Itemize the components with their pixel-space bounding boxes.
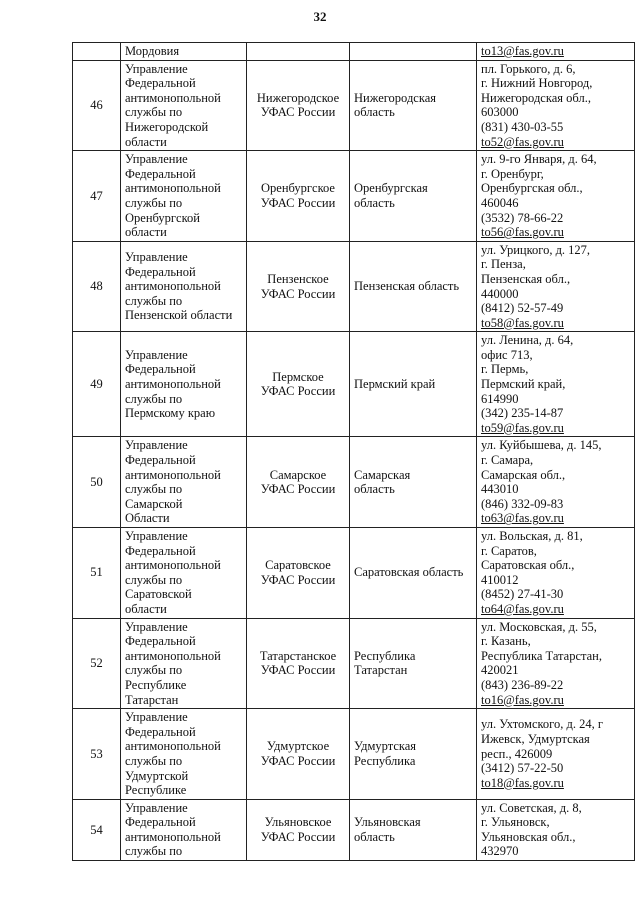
- agency-name-line: Федеральной: [125, 76, 196, 91]
- short-name-line: Оренбургское: [261, 181, 335, 196]
- agency-name-line: антимонопольной: [125, 739, 221, 754]
- region-line: Саратовская область: [354, 565, 464, 580]
- contact-line: ул. Куйбышева, д. 145,: [481, 438, 602, 453]
- table-row: [73, 618, 635, 709]
- region-cell: [350, 60, 477, 151]
- contact-line: Ульяновская обл.,: [481, 829, 576, 844]
- short-name-cell: [247, 151, 350, 242]
- region-cell: [350, 151, 477, 242]
- region-line: Самарская: [354, 467, 411, 482]
- email-link[interactable]: to59@fas.gov.ru: [481, 420, 564, 435]
- agency-name-cell: Мордовия: [121, 43, 247, 61]
- contact-line: г. Пермь,: [481, 362, 529, 377]
- agency-name-line: антимонопольной: [125, 467, 221, 482]
- short-name-cell: [247, 43, 350, 61]
- region-cell: [350, 332, 477, 437]
- email-link[interactable]: to13@fas.gov.ru: [481, 44, 564, 58]
- agency-name-cell: [121, 332, 247, 437]
- agency-name-cell: [121, 618, 247, 709]
- agency-name-line: Федеральной: [125, 634, 196, 649]
- agency-name-line: Федеральной: [125, 264, 196, 279]
- contact-line: г. Саратов,: [481, 543, 537, 558]
- region-cell: [350, 241, 477, 332]
- short-name-cell: [247, 332, 350, 437]
- email-link[interactable]: to52@fas.gov.ru: [481, 134, 564, 149]
- agency-name-line: Саратовской: [125, 587, 192, 602]
- agency-name-line: антимонопольной: [125, 181, 221, 196]
- agency-name-cell: [121, 799, 247, 860]
- region-line: Нижегородская: [354, 90, 437, 105]
- region-cell: [350, 799, 477, 860]
- agency-name-line: Управление: [125, 710, 188, 725]
- short-name-cell: [247, 709, 350, 800]
- contact-line: ул. Московская, д. 55,: [481, 619, 597, 634]
- agency-name-line: службы по: [125, 482, 183, 497]
- agency-name-line: Управление: [125, 438, 188, 453]
- agency-name-line: Республике: [125, 783, 187, 798]
- short-name-cell: [247, 528, 350, 619]
- agency-name-line: Нижегородской: [125, 119, 209, 134]
- region-cell: [350, 43, 477, 61]
- agency-name-line: Федеральной: [125, 543, 196, 558]
- agency-name-line: антимонопольной: [125, 377, 221, 392]
- email-link[interactable]: to56@fas.gov.ru: [481, 225, 564, 240]
- short-name-line: Пензенское: [267, 271, 329, 286]
- row-number-cell: [73, 43, 121, 61]
- region-line: Татарстан: [354, 663, 408, 678]
- region-line: Пензенская область: [354, 279, 460, 294]
- table-row: [73, 437, 635, 528]
- contact-line: (843) 236-89-22: [481, 677, 564, 692]
- table-body: [73, 43, 635, 861]
- email-link[interactable]: to63@fas.gov.ru: [481, 511, 564, 526]
- short-name-line: Пермское: [272, 369, 324, 384]
- table-row: [73, 528, 635, 619]
- contact-line: Ижевск, Удмуртская: [481, 732, 590, 747]
- table-row: [73, 332, 635, 437]
- contact-line: Саратовская обл.,: [481, 558, 575, 573]
- contact-line: 443010: [481, 482, 519, 497]
- contact-line: 460046: [481, 195, 519, 210]
- contact-line: г. Казань,: [481, 634, 531, 649]
- agency-name-line: Управление: [125, 152, 188, 167]
- agency-name-line: Удмуртской: [125, 768, 189, 783]
- agency-name-line: службы по: [125, 195, 183, 210]
- region-line: область: [354, 195, 395, 210]
- row-number-cell: 52: [73, 618, 121, 709]
- agency-name-line: Федеральной: [125, 724, 196, 739]
- agency-name-cell: [121, 437, 247, 528]
- region-line: область: [354, 482, 395, 497]
- agency-name-line: Федеральной: [125, 453, 196, 468]
- agency-name-line: области: [125, 601, 167, 616]
- contact-line: г. Ульяновск,: [481, 815, 550, 830]
- contact-line: 440000: [481, 286, 519, 301]
- agency-name-line: службы по: [125, 572, 183, 587]
- contact-line: 614990: [481, 391, 519, 406]
- row-number-cell: 46: [73, 60, 121, 151]
- agency-name-line: службы по: [125, 753, 183, 768]
- contact-line: ул. Ухтомского, д. 24, г: [481, 717, 603, 732]
- agency-name-line: антимонопольной: [125, 648, 221, 663]
- agency-name-line: Татарстан: [125, 692, 179, 707]
- agency-name-line: антимонопольной: [125, 558, 221, 573]
- short-name-line: Самарское: [269, 467, 327, 482]
- contact-line: ул. Ленина, д. 64,: [481, 333, 574, 348]
- table-row: [73, 151, 635, 242]
- table-row: [73, 709, 635, 800]
- region-cell: [350, 528, 477, 619]
- contact-line: 420021: [481, 663, 519, 678]
- region-line: область: [354, 829, 395, 844]
- contact-line: ул. Вольская, д. 81,: [481, 529, 583, 543]
- contact-cell: [477, 151, 635, 242]
- contact-cell: [477, 528, 635, 619]
- region-line: область: [354, 105, 395, 120]
- table-row: [73, 799, 635, 860]
- row-number-cell: 53: [73, 709, 121, 800]
- contact-line: Пермский край,: [481, 377, 566, 392]
- short-name-line: Саратовское: [265, 558, 331, 573]
- short-name-cell: [247, 618, 350, 709]
- region-cell: [350, 437, 477, 528]
- agency-name-line: антимонопольной: [125, 90, 221, 105]
- region-line: Удмуртская: [354, 739, 417, 754]
- short-name-cell: [247, 799, 350, 860]
- short-name-line: Удмуртское: [266, 739, 330, 754]
- contact-line: Самарская обл.,: [481, 467, 566, 482]
- agency-name-line: службы по: [125, 844, 183, 859]
- contact-cell: [477, 241, 635, 332]
- email-link[interactable]: to64@fas.gov.ru: [481, 601, 564, 616]
- agency-name-cell: [121, 709, 247, 800]
- table-row: [73, 60, 635, 151]
- agency-name-cell: [121, 151, 247, 242]
- contact-line: 603000: [481, 105, 519, 120]
- short-name-cell: [247, 437, 350, 528]
- agency-name-line: Управление: [125, 250, 188, 265]
- contact-line: г. Пенза,: [481, 257, 526, 272]
- region-cell: [350, 618, 477, 709]
- contact-line: ул. Советская, д. 8,: [481, 800, 582, 815]
- contact-line: ул. 9-го Января, д. 64,: [481, 152, 597, 167]
- row-number-cell: 49: [73, 332, 121, 437]
- agency-name-line: антимонопольной: [125, 829, 221, 844]
- short-name-line: Нижегородское: [256, 90, 340, 105]
- ufas-directory-table: [72, 42, 635, 861]
- row-number-cell: 50: [73, 437, 121, 528]
- agency-name-line: Самарской: [125, 496, 183, 511]
- region-cell: [350, 709, 477, 800]
- contact-cell: [477, 618, 635, 709]
- agency-name-line: Управление: [125, 619, 188, 634]
- region-line: Оренбургская: [354, 181, 428, 196]
- contact-line: Нижегородская обл.,: [481, 90, 591, 105]
- contact-line: офис 713,: [481, 347, 533, 362]
- contact-line: Пензенская обл.,: [481, 271, 571, 286]
- agency-name-line: Пензенской области: [125, 308, 233, 323]
- agency-name-line: Пермскому краю: [125, 406, 216, 421]
- agency-name-line: Управление: [125, 61, 188, 76]
- short-name-line: УФАС России: [260, 286, 336, 301]
- agency-name-line: Республике: [125, 677, 187, 692]
- agency-name-line: Управление: [125, 529, 188, 543]
- email-link[interactable]: to58@fas.gov.ru: [481, 315, 564, 330]
- short-name-line: УФАС России: [260, 829, 336, 844]
- region-line: Ульяновская: [354, 815, 421, 830]
- short-name-line: УФАС России: [260, 195, 336, 210]
- agency-name-line: службы по: [125, 293, 183, 308]
- contact-line: (3412) 57-22-50: [481, 761, 564, 776]
- agency-name-line: службы по: [125, 105, 183, 120]
- agency-name-line: антимонопольной: [125, 279, 221, 294]
- short-name-line: УФАС России: [260, 105, 336, 120]
- email-link[interactable]: to18@fas.gov.ru: [481, 775, 564, 790]
- contact-cell: [477, 332, 635, 437]
- agency-name-cell: [121, 241, 247, 332]
- contact-line: респ., 426009: [481, 746, 553, 761]
- short-name-line: УФАС России: [260, 572, 336, 587]
- short-name-line: Татарстанское: [259, 648, 337, 663]
- agency-name-line: Управление: [125, 347, 188, 362]
- contact-line: (8452) 27-41-30: [481, 587, 564, 602]
- short-name-line: УФАС России: [260, 753, 336, 768]
- contact-cell: [477, 60, 635, 151]
- agency-name-line: области: [125, 134, 167, 149]
- short-name-line: УФАС России: [260, 482, 336, 497]
- contact-line: 410012: [481, 572, 519, 587]
- agency-name-line: области: [125, 225, 167, 240]
- contact-cell: [477, 43, 635, 61]
- short-name-line: УФАС России: [260, 384, 336, 399]
- contact-cell: [477, 437, 635, 528]
- contact-line: 432970: [481, 844, 519, 859]
- region-line: Пермский край: [354, 377, 436, 392]
- contact-line: Оренбургская обл.,: [481, 181, 583, 196]
- contact-line: г. Нижний Новгород,: [481, 76, 593, 91]
- short-name-cell: [247, 60, 350, 151]
- row-number-cell: 47: [73, 151, 121, 242]
- contact-line: (846) 332-09-83: [481, 496, 564, 511]
- agency-name-cell: [121, 528, 247, 619]
- contact-line: ул. Урицкого, д. 127,: [481, 242, 591, 257]
- contact-line: г. Самара,: [481, 453, 534, 468]
- agency-name-cell: [121, 60, 247, 151]
- row-number-cell: 54: [73, 799, 121, 860]
- contact-line: (342) 235-14-87: [481, 406, 564, 421]
- contact-line: (8412) 52-57-49: [481, 301, 564, 316]
- contact-line: Республика Татарстан,: [481, 648, 602, 663]
- row-number-cell: 51: [73, 528, 121, 619]
- page-number: 32: [313, 9, 327, 24]
- region-line: Республика: [354, 753, 416, 768]
- agency-name-line: Федеральной: [125, 166, 196, 181]
- table-row: [73, 241, 635, 332]
- contact-line: (3532) 78-66-22: [481, 210, 564, 225]
- short-name-cell: [247, 241, 350, 332]
- agency-name-line: Федеральной: [125, 815, 196, 830]
- agency-name-line: Управление: [125, 800, 188, 815]
- agency-name-line: службы по: [125, 391, 183, 406]
- region-line: Республика: [354, 648, 416, 663]
- contact-cell: [477, 799, 635, 860]
- short-name-line: Ульяновское: [264, 815, 332, 830]
- agency-name-line: Федеральной: [125, 362, 196, 377]
- row-number-cell: 48: [73, 241, 121, 332]
- contact-line: г. Оренбург,: [481, 166, 544, 181]
- contact-line: (831) 430-03-55: [481, 119, 564, 134]
- agency-name-line: службы по: [125, 663, 183, 678]
- contact-cell: [477, 709, 635, 800]
- short-name-line: УФАС России: [260, 663, 336, 678]
- agency-name-line: Оренбургской: [125, 210, 200, 225]
- table-row-continuation: [73, 43, 635, 61]
- email-link[interactable]: to16@fas.gov.ru: [481, 692, 564, 707]
- agency-name-line: Области: [125, 511, 170, 526]
- contact-line: пл. Горького, д. 6,: [481, 61, 576, 76]
